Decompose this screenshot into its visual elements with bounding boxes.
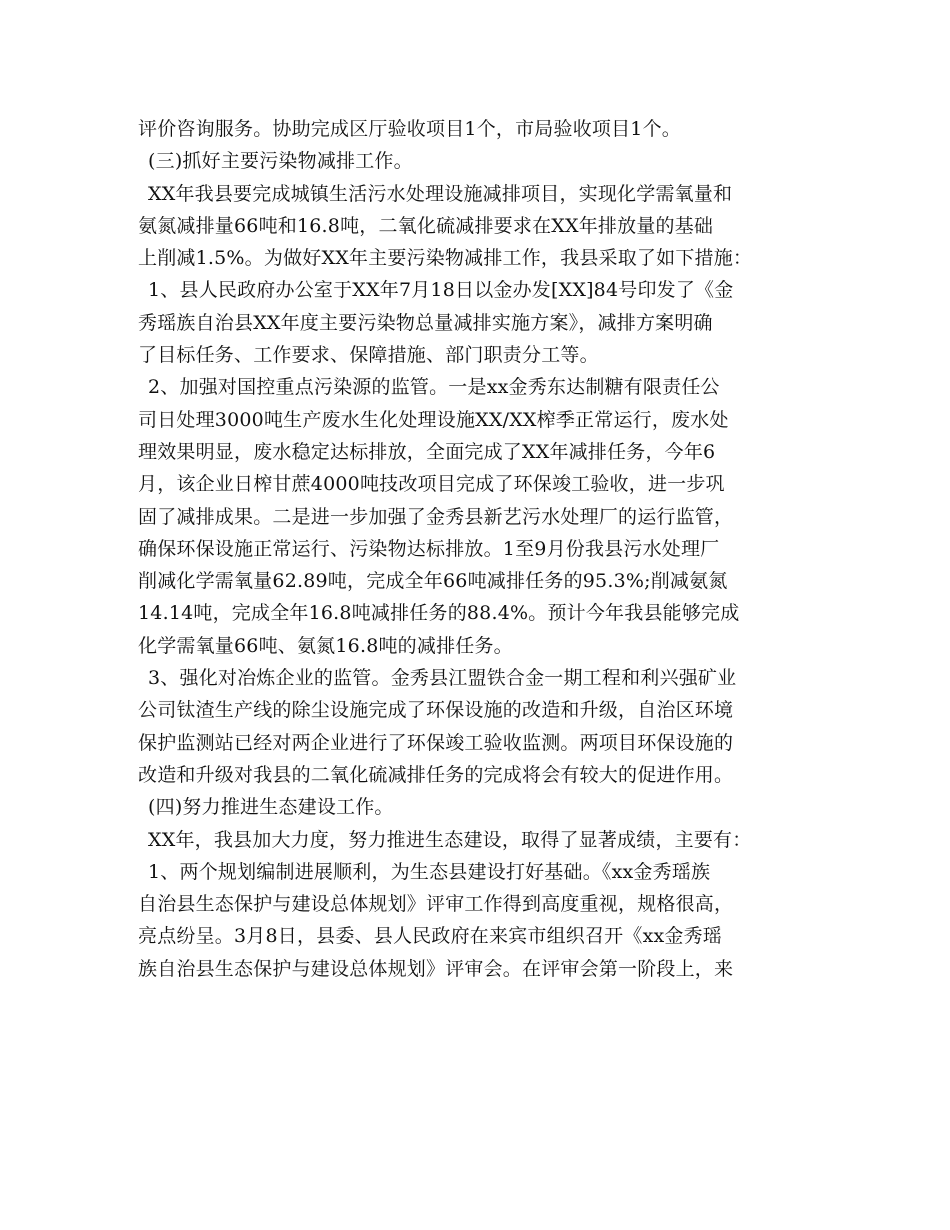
text-line: (三)抓好主要污染物减排工作。 <box>148 150 413 173</box>
text-line: 保护监测站已经对两企业进行了环保竣工验收监测。两项目环保设施的 <box>138 731 734 754</box>
text-line: 2、加强对国控重点污染源的监管。一是xx金秀东达制糖有限责任公 <box>148 376 720 399</box>
text-line: 化学需氧量66吨、氨氮16.8吨的减排任务。 <box>138 634 513 657</box>
text-line: 固了减排成果。二是进一步加强了金秀县新艺污水处理厂的运行监管， <box>138 505 734 528</box>
text-line: 族自治县生态保护与建设总体规划》评审会。在评审会第一阶段上，来 <box>138 957 734 980</box>
text-line: 亮点纷呈。3月8日，县委、县人民政府在来宾市组织召开《xx金秀瑶 <box>138 925 723 948</box>
text-line: 削减化学需氧量62.89吨，完成全年66吨减排任务的95.3%;削减氨氮 <box>138 570 728 593</box>
text-line: 月，该企业日榨甘蔗4000吨技改项目完成了环保竣工验收，进一步巩 <box>138 473 725 496</box>
text-line: 14.14吨，完成全年16.8吨减排任务的88.4%。预计今年我县能够完成 <box>138 602 740 625</box>
text-line: 秀瑶族自治县XX年度主要污染物总量减排实施方案》，减排方案明确 <box>138 311 713 334</box>
text-line: 公司钛渣生产线的除尘设施完成了环保设施的改造和升级，自治区环境 <box>138 699 734 722</box>
text-line: (四)努力推进生态建设工作。 <box>148 796 394 819</box>
text-line: 3、强化对冶炼企业的监管。金秀县江盟铁合金一期工程和利兴强矿业 <box>148 667 737 690</box>
text-line: 评价咨询服务。协助完成区厅验收项目1个，市局验收项目1个。 <box>138 118 681 140</box>
text-line: 确保环保设施正常运行、污染物达标排放。1至9月份我县污水处理厂 <box>138 537 720 560</box>
document-body <box>138 113 828 985</box>
text-line: 1、县人民政府办公室于XX年7月18日以金办发[XX]84号印发了《金 <box>148 279 734 302</box>
text-line: 自治县生态保护与建设总体规划》评审工作得到高度重视，规格很高， <box>138 893 734 916</box>
text-line: 上削减1.5%。为做好XX年主要污染物减排工作，我县采取了如下措施： <box>138 247 753 270</box>
text-line: 氨氮减排量66吨和16.8吨，二氧化硫减排要求在XX年排放量的基础 <box>138 214 714 237</box>
text-line: XX年我县要完成城镇生活污水处理设施减排项目，实现化学需氧量和 <box>148 182 733 205</box>
text-line: 理效果明显，废水稳定达标排放，全面完成了XX年减排任务，今年6 <box>138 440 716 463</box>
text-line: 司日处理3000吨生产废水生化处理设施XX/XX榨季正常运行，废水处 <box>138 408 729 431</box>
text-line: 了目标任务、工作要求、保障措施、部门职责分工等。 <box>138 344 599 367</box>
text-line: 1、两个规划编制进展顺利，为生态县建设打好基础。《xx金秀瑶族 <box>148 860 711 883</box>
text-line: 改造和升级对我县的二氧化硫减排任务的完成将会有较大的促进作用。 <box>138 763 734 786</box>
text-line: XX年，我县加大力度，努力推进生态建设，取得了显著成绩，主要有： <box>148 828 752 851</box>
